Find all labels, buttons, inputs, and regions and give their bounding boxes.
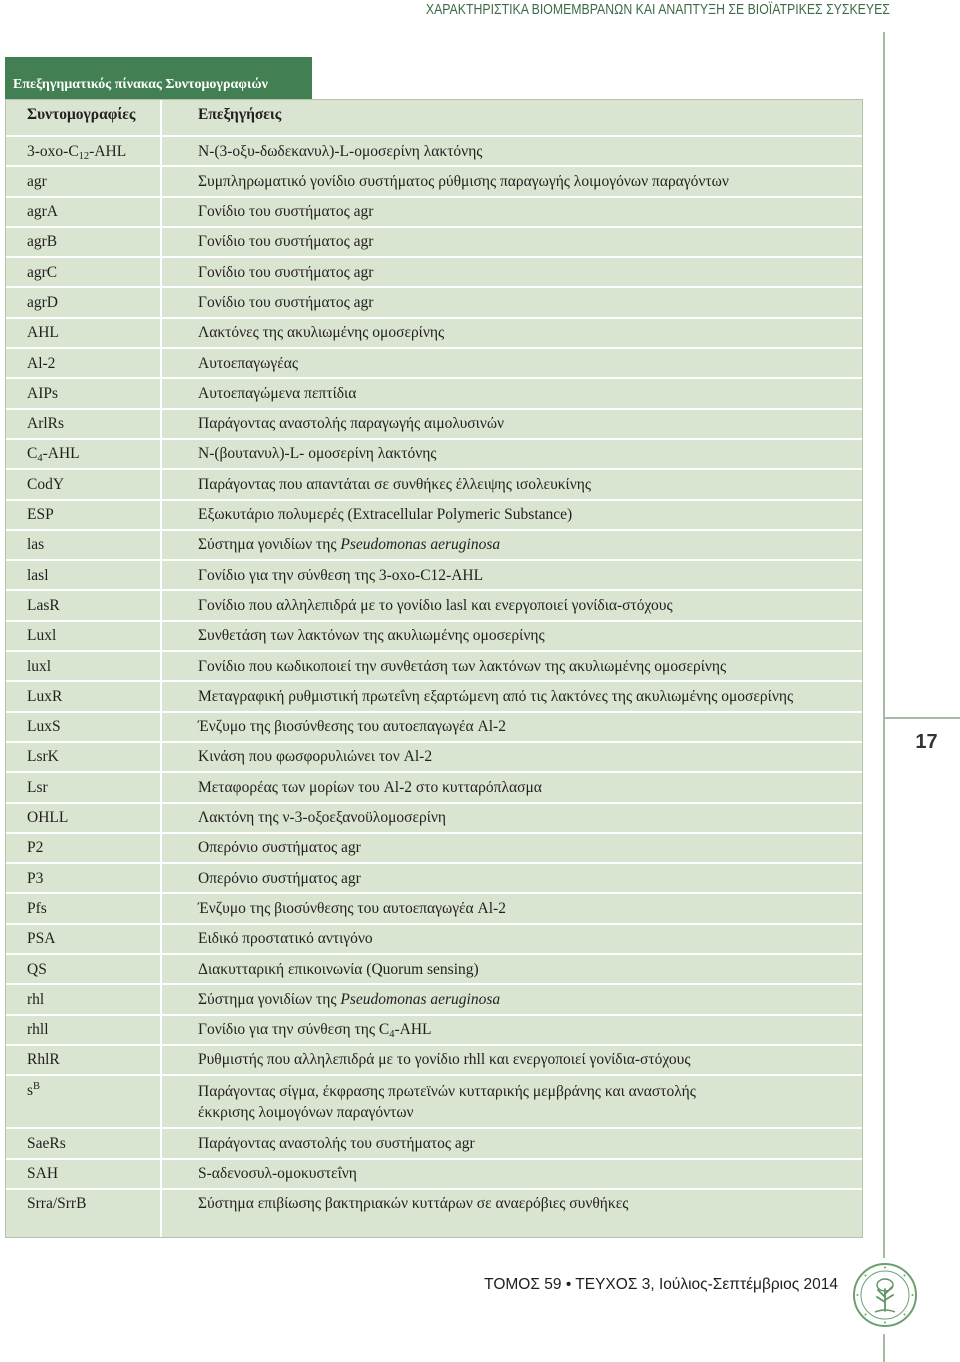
page-number-rule [883, 717, 960, 719]
table-row [6, 1076, 862, 1129]
explanation-cell [162, 804, 862, 832]
subscript: 4 [389, 1029, 395, 1041]
abbreviation-cell [6, 198, 162, 226]
explanation-cell [162, 864, 862, 892]
abbreviation-cell [6, 955, 162, 983]
abbreviation-text: LasR [27, 596, 60, 614]
abbreviations-table [5, 99, 863, 1238]
abbreviation-text: SAH [27, 1165, 59, 1182]
abbreviation-text: lasl [27, 566, 49, 584]
explanation-text: Παράγοντας αναστολής παραγωγής αιμολυσινών [198, 415, 505, 433]
abbreviation-text: agrA [27, 203, 58, 221]
explanation-text: Γονίδιο που αλληλεπιδρά με το γονίδιο lasl και ενεργοποιεί γονίδια-στόχους [198, 596, 673, 614]
table-row [6, 864, 862, 894]
table-row [6, 955, 862, 985]
table-row [6, 440, 862, 470]
table-row [6, 834, 862, 864]
footer-volume: ΤΟΜΟΣ 59 [484, 1276, 562, 1293]
footer-issue: ΤΕΥΧΟΣ 3, Ιούλιος-Σεπτέμβριος 2014 [575, 1276, 838, 1293]
abbreviation-cell [6, 319, 162, 347]
table-row [6, 228, 862, 258]
table-row [6, 470, 862, 500]
table-row [6, 622, 862, 652]
explanation-text: Σύστημα γονιδίων της [198, 536, 341, 554]
abbreviation-text: OHLL [27, 809, 69, 827]
species-name: Pseudomonas aeruginosa [340, 536, 501, 554]
abbreviation-cell [6, 1190, 162, 1237]
table-row [6, 1129, 862, 1159]
abbreviation-cell [6, 531, 162, 559]
explanation-cell [162, 470, 862, 498]
explanation-text: Γονίδιο που κωδικοποιεί την συνθετάση των λακτόνων της ακυλιωμένης ομοσερίνης [198, 657, 727, 675]
table-row [6, 258, 862, 288]
abbreviation-cell [6, 713, 162, 741]
abbreviation-cell [6, 1160, 162, 1188]
explanation-cell [162, 561, 862, 589]
explanation-line: Παράγοντας σίγμα, έκφρασης πρωτεϊνών κυτταρικής μεμβράνης και αναστολής [198, 1082, 696, 1100]
explanation-text: Ρυθμιστής που αλληλεπιδρά με το γονίδιο rhll και ενεργοποιεί γονίδια-στόχους [198, 1051, 691, 1069]
abbreviation-cell [6, 470, 162, 498]
table-row [6, 167, 862, 197]
explanation-text: Γονίδιο για την σύνθεση της C [198, 1021, 390, 1039]
abbreviation-text: -AHL [42, 445, 80, 463]
abbreviation-cell [6, 167, 162, 195]
abbreviation-text: luxl [27, 657, 52, 675]
abbreviation-cell [6, 834, 162, 862]
explanation-cell [162, 228, 862, 256]
table-header-row [6, 100, 862, 137]
explanation-cell [162, 1190, 862, 1237]
abbreviation-text: Lsr [27, 778, 48, 796]
table-row [6, 561, 862, 591]
abbreviation-text: CodY [27, 475, 65, 493]
explanation-cell [162, 743, 862, 771]
header-abbreviations: Συντομογραφίες [6, 100, 162, 135]
explanation-text: Συμπληρωματικό γονίδιο συστήματος ρύθμισης παραγωγής λοιμογόνων παραγόντων [198, 172, 729, 190]
explanation-text: Αυτοεπαγώμενα πεπτίδια [198, 384, 357, 402]
abbreviation-text: rhl [27, 990, 45, 1008]
abbreviation-text: agrD [27, 293, 58, 311]
explanation-text: Οπερόνιο συστήματος agr [198, 869, 361, 887]
explanation-cell [162, 288, 862, 316]
explanation-cell [162, 925, 862, 953]
explanation-text: S-αδενοσυλ-ομοκυστεΐνη [198, 1165, 357, 1182]
abbreviation-cell [6, 1076, 162, 1127]
abbreviation-cell [6, 1129, 162, 1157]
abbreviation-cell [6, 379, 162, 407]
abbreviation-cell [6, 652, 162, 680]
abbreviation-text: PSA [27, 930, 56, 948]
explanation-text: Λακτόνες της ακυλιωμένης ομοσερίνης [198, 324, 445, 342]
abbreviation-text: -AHL [89, 142, 127, 160]
explanation-text: N-(βουτανυλ)-L- ομοσερίνη λακτόνης [198, 445, 437, 463]
table-row [6, 531, 862, 561]
abbreviation-text: QS [27, 960, 47, 978]
superscript: B [33, 1080, 41, 1092]
explanation-cell [162, 440, 862, 468]
table-row [6, 652, 862, 682]
table-row [6, 1190, 862, 1237]
abbreviation-cell [6, 682, 162, 710]
explanation-cell [162, 319, 862, 347]
explanation-cell [162, 834, 862, 862]
explanation-text: Κινάση που φωσφορυλιώνει τον Al-2 [198, 748, 433, 766]
margin-rule [883, 32, 885, 1258]
abbreviation-cell [6, 743, 162, 771]
abbreviation-cell [6, 501, 162, 529]
issue-footer [484, 1275, 838, 1295]
explanation-text: Γονίδιο για την σύνθεση της 3-oxo-C12-AHL [198, 566, 484, 584]
explanation-text: Σύστημα γονιδίων της [198, 990, 341, 1008]
table-row [6, 137, 862, 167]
explanation-text: Παράγοντας αναστολής του συστήματος agr [198, 1134, 475, 1152]
abbreviation-text: agr [27, 172, 47, 190]
table-row [6, 349, 862, 379]
species-name: Pseudomonas aeruginosa [340, 990, 501, 1008]
abbreviation-text: las [27, 536, 45, 554]
abbreviation-cell [6, 258, 162, 286]
explanation-cell [162, 1016, 862, 1044]
explanation-text: Ένζυμο της βιοσύνθεσης του αυτοεπαγωγέα Al-2 [198, 899, 506, 917]
explanation-text: Ένζυμο της βιοσύνθεσης του αυτοεπαγωγέα Al-2 [198, 718, 506, 736]
table-body [6, 137, 862, 1237]
running-head: ΧΑΡΑΚΤΗΡΙΣΤΙΚΑ ΒΙΟΜΕΜΒΡΑΝΩΝ ΚΑΙ ΑΝΑΠΤΥΞΗ ΣΕ ΒΙΟΪΑΤΡΙΚΕΣ ΣΥΣΚΕΥΕΣ [425, 1, 890, 18]
table-row [6, 743, 862, 773]
table-row [6, 410, 862, 440]
abbreviation-cell [6, 1016, 162, 1044]
explanation-cell [162, 1160, 862, 1188]
table-row [6, 713, 862, 743]
explanation-cell [162, 652, 862, 680]
abbreviation-cell [6, 894, 162, 922]
explanation-text: Μεταφορέας των μορίων του Al-2 στο κυτταρόπλασμα [198, 778, 542, 796]
explanation-cell [162, 985, 862, 1013]
table-row [6, 288, 862, 318]
subscript: 12 [78, 150, 90, 162]
abbreviation-cell [6, 561, 162, 589]
table-row [6, 379, 862, 409]
abbreviation-cell [6, 925, 162, 953]
abbreviation-text: C [27, 445, 38, 463]
explanation-cell [162, 773, 862, 801]
explanation-cell [162, 258, 862, 286]
explanation-cell [162, 531, 862, 559]
abbreviation-text: 3-oxo-C [27, 142, 79, 160]
abbreviation-cell [6, 773, 162, 801]
explanation-text: Ειδικό προστατικό αντιγόνο [198, 930, 373, 948]
explanation-cell [162, 622, 862, 650]
abbreviation-cell [6, 985, 162, 1013]
abbreviation-cell [6, 864, 162, 892]
table-row [6, 894, 862, 924]
table-row [6, 1016, 862, 1046]
abbreviation-text: LuxR [27, 687, 63, 705]
table-title: Επεξηγηματικός πίνακας Συντομογραφιών [5, 57, 312, 100]
abbreviation-text: AIPs [27, 384, 59, 402]
explanation-text: Σύστημα επιβίωσης βακτηριακών κυττάρων σε αναερόβιες συνθήκες [198, 1195, 629, 1213]
abbreviation-text: ESP [27, 506, 54, 524]
explanation-cell [162, 1129, 862, 1157]
abbreviation-cell [6, 228, 162, 256]
explanation-text: Λακτόνη της ν-3-οξοεξανοϋλομοσερίνη [198, 809, 447, 827]
explanation-cell [162, 955, 862, 983]
explanation-line: έκκρισης λοιμογόνων παραγόντων [198, 1104, 414, 1122]
abbreviation-text: Luxl [27, 627, 57, 645]
journal-emblem-icon [851, 1261, 919, 1329]
abbreviation-cell [6, 349, 162, 377]
explanation-text: Γονίδιο του συστήματος agr [198, 233, 374, 251]
table-row [6, 501, 862, 531]
explanation-text: Γονίδιο του συστήματος agr [198, 203, 374, 221]
page-number: 17 [915, 731, 938, 753]
explanation-text: N-(3-οξυ-δωδεκανυλ)-L-ομοσερίνη λακτόνης [198, 142, 483, 160]
abbreviation-cell [6, 288, 162, 316]
explanation-text: Οπερόνιο συστήματος agr [198, 839, 361, 857]
explanation-cell [162, 349, 862, 377]
explanation-cell [162, 1046, 862, 1074]
abbreviation-text: Pfs [27, 899, 47, 917]
abbreviation-text: P2 [27, 839, 44, 857]
explanation-text: Αυτοεπαγωγέας [198, 354, 298, 372]
explanation-cell [162, 167, 862, 195]
explanation-cell [162, 198, 862, 226]
abbreviation-cell [6, 622, 162, 650]
abbreviation-text: RhlR [27, 1051, 60, 1069]
explanation-cell [162, 682, 862, 710]
explanation-text: Παράγοντας που απαντάται σε συνθήκες έλλειψης ισολευκίνης [198, 475, 591, 493]
abbreviation-cell [6, 1046, 162, 1074]
explanation-cell [162, 894, 862, 922]
explanation-cell [162, 501, 862, 529]
explanation-cell [162, 410, 862, 438]
explanation-text: Μεταγραφική ρυθμιστική πρωτεΐνη εξαρτώμενη από τις λακτόνες της ακυλιωμένης ομοσερίνης [198, 687, 794, 705]
explanation-text: Συνθετάση των λακτόνων της ακυλιωμένης ομοσερίνης [198, 627, 545, 645]
table-row [6, 925, 862, 955]
abbreviation-text: LsrK [27, 748, 59, 766]
explanation-cell [162, 591, 862, 619]
explanation-text: Γονίδιο του συστήματος agr [198, 293, 374, 311]
explanation-text: -AHL [394, 1021, 432, 1039]
abbreviation-text: Al-2 [27, 354, 56, 372]
table-row [6, 985, 862, 1015]
table-row [6, 1160, 862, 1190]
table-row [6, 773, 862, 803]
header-explanations: Επεξηγήσεις [198, 106, 282, 123]
footer-separator: • [565, 1276, 572, 1293]
abbreviation-cell [6, 137, 162, 165]
subscript: 4 [37, 453, 43, 465]
table-row [6, 591, 862, 621]
abbreviation-text: agrB [27, 233, 58, 251]
abbreviation-cell [6, 410, 162, 438]
table-row [6, 319, 862, 349]
abbreviation-cell [6, 591, 162, 619]
margin-rule-lower [883, 1334, 885, 1362]
table-row [6, 1046, 862, 1076]
abbreviation-text: AHL [27, 324, 59, 342]
table-row [6, 198, 862, 228]
abbreviation-text: P3 [27, 869, 44, 887]
explanation-cell [162, 379, 862, 407]
abbreviation-text: SaeRs [27, 1134, 66, 1152]
explanation-text: Διακυτταρική επικοινωνία (Quorum sensing) [198, 960, 479, 978]
abbreviation-text: rhll [27, 1021, 49, 1039]
abbreviation-cell [6, 804, 162, 832]
abbreviation-text: LuxS [27, 718, 61, 736]
abbreviation-text: Srra/SrrB [27, 1195, 87, 1213]
explanation-text: Γονίδιο του συστήματος agr [198, 263, 374, 281]
explanation-cell [162, 1076, 862, 1127]
explanation-cell [162, 137, 862, 165]
abbreviation-text: s [27, 1081, 34, 1099]
explanation-cell [162, 713, 862, 741]
table-row [6, 804, 862, 834]
abbreviation-text: ArlRs [27, 415, 65, 433]
table-row [6, 682, 862, 712]
abbreviation-text: agrC [27, 263, 58, 281]
explanation-text: Εξωκυτάριο πολυμερές (Extracellular Polymeric Substance) [198, 506, 573, 524]
abbreviation-cell [6, 440, 162, 468]
